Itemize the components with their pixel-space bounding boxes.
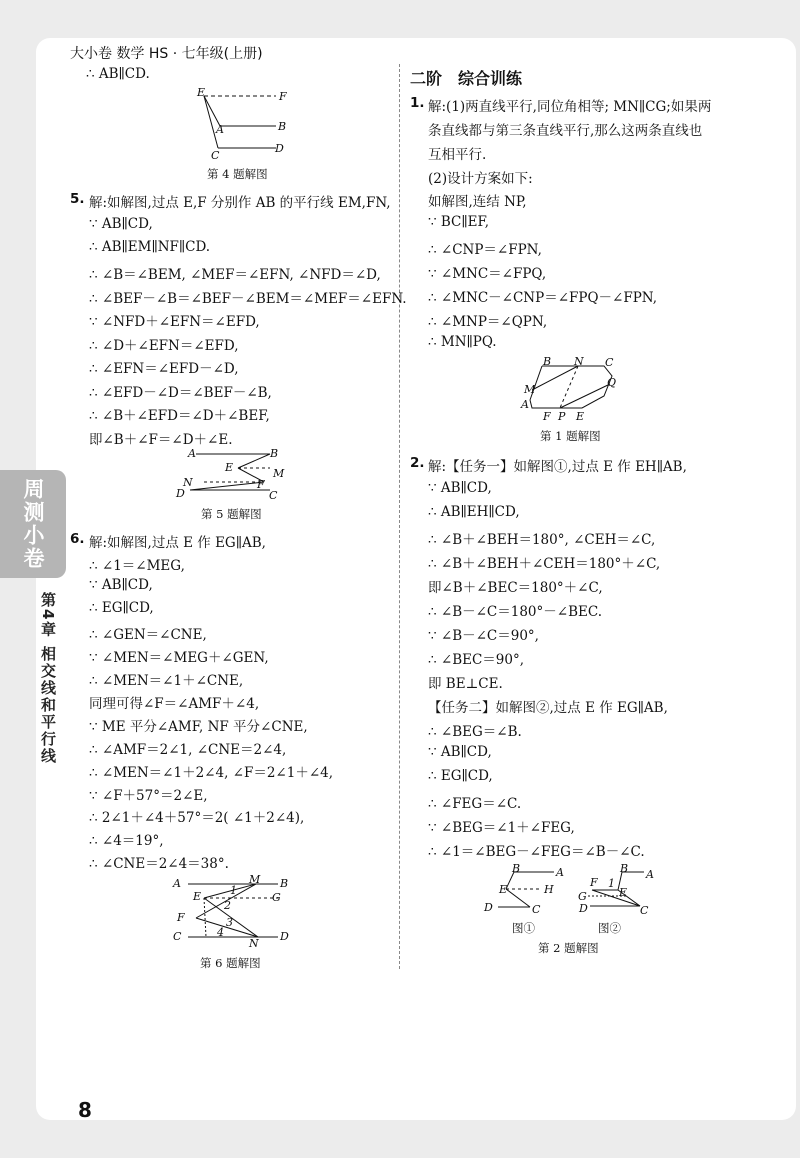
fig2a-label: C (532, 903, 541, 916)
fig6-label: E (193, 890, 202, 903)
fig2b-label: G (578, 890, 587, 903)
figure-caption: 第 5 题解图 (201, 507, 262, 521)
fig2b-label: F (590, 876, 598, 889)
fig1-label: Q (607, 376, 617, 389)
text-line: ∴ ∠AMF＝2∠1, ∠CNE＝2∠4, (89, 742, 287, 758)
text-line: ∵ ∠F＋57°＝2∠E, (89, 788, 208, 804)
figure-caption: 第 4 题解图 (207, 167, 268, 181)
fig6-label: 1 (230, 884, 237, 897)
text-line: ∵ ME 平分∠AMF, NF 平分∠CNE, (89, 719, 308, 735)
fig1-label: F (543, 410, 551, 423)
column-divider (399, 64, 400, 969)
text-line: ∵ ∠NFD＋∠EFN＝∠EFD, (89, 314, 260, 330)
text-line: ∴ ∠CNP＝∠FPN, (428, 242, 542, 258)
text-line: ∴ ∠1＝∠MEG, (89, 558, 185, 574)
text-line: ∴ ∠B＋∠BEH＝180°, ∠CEH＝∠C, (428, 532, 656, 548)
figure-caption: 第 1 题解图 (540, 429, 601, 443)
fig4-label: D (275, 142, 284, 155)
side-tab: 周测小卷 (0, 470, 66, 578)
fig6-label: 4 (217, 926, 224, 939)
fig6-label: M (249, 873, 261, 886)
fig5-label: D (176, 487, 185, 500)
question-number: 2. (410, 455, 425, 471)
fig4-label: C (211, 149, 220, 162)
text-line: ∴ ∠B－∠C＝180°－∠BEC. (428, 604, 602, 620)
fig6-label: N (249, 937, 259, 950)
fig4-label: E (197, 86, 206, 99)
text-line: ∴ EG∥CD, (428, 768, 493, 784)
text-line: ∴ ∠B＝∠BEM, ∠MEF＝∠EFN, ∠NFD＝∠D, (89, 267, 381, 283)
text-line: ∴ ∠BEC＝90°, (428, 652, 525, 668)
section-title: 二阶 综合训练 (410, 69, 523, 88)
text-line: 互相平行. (428, 147, 487, 163)
fig1-label: M (524, 383, 536, 396)
text-line: ∴ AB∥CD. (86, 66, 150, 82)
text-line: ∴ AB∥EM∥NF∥CD. (89, 239, 211, 255)
text-line: ∴ ∠1＝∠BEG－∠FEG＝∠B－∠C. (428, 844, 645, 860)
text-line: ∵ AB∥CD, (89, 577, 153, 593)
text-line: 即 BE⊥CE. (428, 676, 503, 692)
text-line: ∵ ∠MEN＝∠MEG＋∠GEN, (89, 650, 269, 666)
fig4-label: F (279, 90, 287, 103)
text-line: ∴ ∠BEF－∠B＝∠BEF－∠BEM＝∠MEF＝∠EFN. (89, 291, 407, 307)
fig2b-label: A (646, 868, 654, 881)
text-line: 解:如解图,过点 E 作 EG∥AB, (89, 535, 266, 551)
page-number: 8 (78, 1098, 92, 1122)
header-title: 大小卷 数学 HS · 七年级(上册) (70, 46, 263, 62)
text-line: 解:【任务一】如解图①,过点 E 作 EH∥AB, (428, 459, 687, 475)
text-line: ∴ 2∠1＋∠4＋57°＝2( ∠1＋2∠4), (89, 810, 305, 826)
fig6-label: B (280, 877, 289, 890)
fig5-label: M (273, 467, 285, 480)
fig2b-label: B (620, 862, 629, 875)
text-line: ∵ ∠BEG＝∠1＋∠FEG, (428, 820, 575, 836)
text-line: ∵ BC∥EF, (428, 214, 490, 230)
fig2a-label: B (512, 862, 521, 875)
text-line: ∴ ∠GEN＝∠CNE, (89, 627, 207, 643)
text-line: ∴ ∠D＋∠EFN＝∠EFD, (89, 338, 239, 354)
fig2b-label: C (640, 904, 649, 917)
text-line: (2)设计方案如下: (428, 171, 533, 187)
fig5-label: F (257, 478, 265, 491)
text-line: ∴ ∠MNC－∠CNP＝∠FPQ－∠FPN, (428, 290, 658, 306)
fig1-label: B (543, 355, 552, 368)
text-line: ∵ AB∥CD, (89, 216, 153, 232)
fig4-label: A (216, 123, 224, 136)
text-line: 如解图,连结 NP, (428, 194, 527, 210)
text-line: 解:(1)两直线平行,同位角相等; MN∥CG;如果两 (428, 99, 712, 115)
fig6-label: G (272, 891, 281, 904)
text-line: ∵ ∠B－∠C＝90°, (428, 628, 539, 644)
fig2a-label: E (499, 883, 508, 896)
fig5-label: E (225, 461, 234, 474)
figure-caption: 图① (512, 921, 535, 935)
text-line: ∵ AB∥CD, (428, 480, 492, 496)
fig6-label: 3 (226, 916, 233, 929)
chapter-title: 第4章 相交线和平行线 (39, 592, 57, 765)
text-line: ∵ ∠MNC＝∠FPQ, (428, 266, 547, 282)
text-line: ∴ ∠FEG＝∠C. (428, 796, 522, 812)
figure-caption: 图② (598, 921, 621, 935)
fig2b-label: 1 (608, 877, 615, 890)
text-line: ∴ ∠EFN＝∠EFD－∠D, (89, 361, 239, 377)
fig6-label: F (177, 911, 185, 924)
fig1-label: E (576, 410, 585, 423)
fig5-label: N (183, 476, 193, 489)
text-line: ∴ ∠4＝19°, (89, 833, 164, 849)
text-line: 【任务二】如解图②,过点 E 作 EG∥AB, (428, 700, 668, 716)
fig2b-label: E (619, 886, 628, 899)
fig2a-label: H (544, 883, 554, 896)
text-line: 同理可得∠F＝∠AMF＋∠4, (89, 696, 260, 712)
fig6-label: 2 (224, 899, 231, 912)
text-line: ∴ ∠B＋∠BEH＋∠CEH＝180°＋∠C, (428, 556, 661, 572)
fig2a-label: D (484, 901, 493, 914)
text-line: 即∠B＋∠BEC＝180°＋∠C, (428, 580, 603, 596)
text-line: 条直线都与第三条直线平行,那么这两条直线也 (428, 123, 703, 139)
fig5-label: B (270, 447, 279, 460)
text-line: ∴ ∠CNE＝2∠4＝38°. (89, 856, 229, 872)
fig5-label: A (188, 447, 196, 460)
text-line: ∴ ∠EFD－∠D＝∠BEF－∠B, (89, 385, 272, 401)
text-line: ∴ MN∥PQ. (428, 334, 497, 350)
text-line: ∴ AB∥EH∥CD, (428, 504, 520, 520)
fig6-label: D (280, 930, 289, 943)
fig6-label: C (173, 930, 182, 943)
text-line: ∵ AB∥CD, (428, 744, 492, 760)
fig1-label: P (558, 410, 566, 423)
text-line: ∴ ∠BEG＝∠B. (428, 724, 522, 740)
text-line: ∴ ∠MEN＝∠1＋∠CNE, (89, 673, 244, 689)
question-number: 6. (70, 531, 85, 547)
text-line: ∴ ∠MEN＝∠1＋2∠4, ∠F＝2∠1＋∠4, (89, 765, 334, 781)
text-line: ∴ ∠B＋∠EFD＝∠D＋∠BEF, (89, 408, 270, 424)
fig1-label: N (574, 355, 584, 368)
figure-caption: 第 6 题解图 (200, 956, 261, 970)
text-line: ∴ ∠MNP＝∠QPN, (428, 314, 548, 330)
fig2a-label: A (556, 866, 564, 879)
text-line: ∴ EG∥CD, (89, 600, 154, 616)
fig2b-label: D (579, 902, 588, 915)
text-line: 即∠B＋∠F＝∠D＋∠E. (89, 432, 233, 448)
fig1-label: C (605, 356, 614, 369)
text-line: 解:如解图,过点 E,F 分别作 AB 的平行线 EM,FN, (89, 195, 391, 211)
figure-caption: 第 2 题解图 (538, 941, 599, 955)
fig4-label: B (278, 120, 287, 133)
fig5-label: C (269, 489, 278, 502)
fig1-label: A (521, 398, 529, 411)
question-number: 5. (70, 191, 85, 207)
fig6-label: A (173, 877, 181, 890)
question-number: 1. (410, 95, 425, 111)
